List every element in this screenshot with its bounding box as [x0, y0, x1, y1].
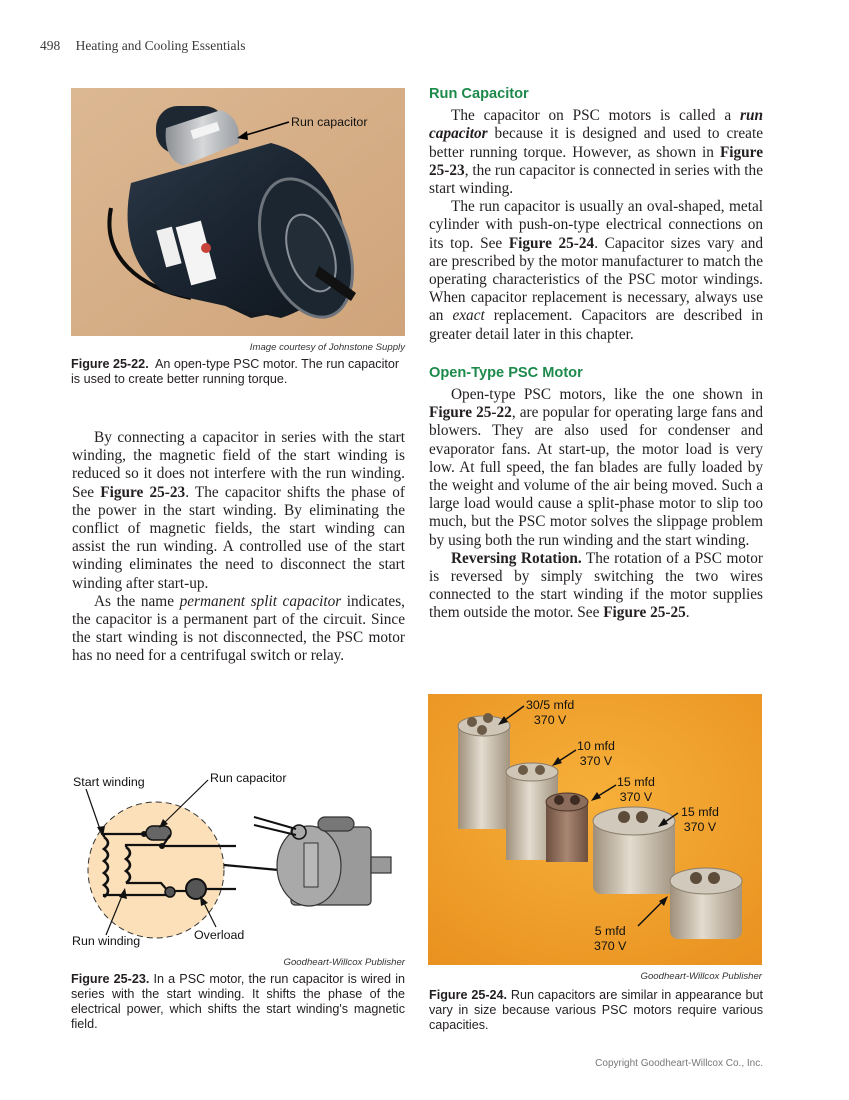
figure-25-24-label: Figure 25-24. [429, 988, 508, 1002]
paragraph: Reversing Rotation. The rotation of a PSC motor is reversed by simply switching the two wires connected to the start winding if the motor supplies them outside the motor. See Figure 25-25. [429, 549, 763, 622]
capacitor-15-mfd-round [546, 793, 588, 862]
figure-25-23-diagram [66, 765, 412, 955]
label-start-winding: Start winding [73, 775, 145, 789]
term: permanent split capacitor [179, 592, 342, 610]
book-title: Heating and Cooling Essentials [75, 38, 246, 53]
emphasis: exact [452, 307, 485, 325]
term: run capacitor [429, 107, 763, 143]
capacitor-30-5-mfd [458, 713, 510, 829]
right-column-text [429, 85, 763, 623]
label-run-capacitor: Run capacitor [210, 771, 287, 785]
figure-25-23-credit: Goodheart-Willcox Publisher [283, 957, 405, 968]
paragraph: The capacitor on PSC motors is called a run capacitor because it is designed and used to create better running torque. However, as shown in Figure 25-23, the run capacitor is connected in series with the start winding. [429, 107, 763, 198]
callout-capacitor-5: 5 mfd 370 V [594, 924, 627, 953]
heading-open-type-psc-motor: Open-Type PSC Motor [429, 364, 583, 381]
callout-capacitor-2: 10 mfd 370 V [577, 739, 615, 768]
callout-capacitor-1: 30/5 mfd 370 V [526, 698, 575, 727]
figure-25-23-caption-text: In a PSC motor, the run capacitor is wired in series with the start winding. It shifts the phase of the electrical power, which shifts the start winding's magnetic field. [71, 972, 405, 1031]
capacitor-5-mfd [670, 868, 742, 939]
figure-reference: Figure 25-23 [100, 483, 186, 501]
heading-run-capacitor: Run Capacitor [429, 86, 529, 102]
figure-reference: Figure 25-24 [508, 234, 595, 252]
paragraph: The run capacitor is usually an oval-shaped, metal cylinder with push-on-type electrical connections on its top. See Figure 25-24. Capacitor sizes vary and are prescribed by the motor manufacturer to match the operating characteristics of the PSC motor windings. When capacitor replacement is necessary, always use an exact replacement. Capacitors are described in greater detail later in this chapter. [429, 198, 764, 343]
psc-wiring-diagram [66, 765, 412, 955]
callout-capacitor-3: 15 mfd 370 V [617, 775, 655, 804]
overload-symbol [186, 879, 206, 899]
figure-25-24-photo [428, 694, 762, 965]
label-run-winding: Run winding [72, 934, 141, 948]
figure-reference: Figure 25-22 [429, 404, 512, 422]
figure-25-24-caption-text: Run capacitors are similar in appearance but vary in size because various PSC motors require various capacities. [429, 988, 763, 1032]
left-column-text [72, 429, 405, 666]
figure-25-23-label: Figure 25-23. [71, 972, 150, 986]
callout-run-capacitor: Run capacitor [291, 115, 368, 129]
paragraph: By connecting a capacitor in series with the start winding, the magnetic field of the start winding is reduced so it does not interfere with the run winding. See Figure 25-23. The capacitor shifts the phase of the power in the start winding. By eliminating the conflict of magnetic fields, the start winding can assist the run winding. A controlled use of the start winding eliminates the need to disconnect the start winding after start-up. [72, 429, 405, 592]
figure-25-22-caption-text: An open-type PSC motor. The run capacitor is used to create better running torque. [71, 357, 400, 386]
page-number: 498 [40, 38, 61, 53]
copyright-footer: Copyright Goodheart-Willcox Co., Inc. [595, 1058, 763, 1069]
figure-25-22-caption [71, 357, 407, 387]
figure-25-22-label: Figure 25-22. [71, 357, 149, 371]
figure-reference: Figure 25-23 [429, 143, 763, 179]
figure-25-22-photo [71, 88, 405, 336]
figure-25-24-caption [429, 988, 763, 1033]
paragraph: As the name permanent split capacitor indicates, the capacitor is a permanent part of the circuit. Since the start winding is not disconnected, the PSC motor has no need for a centrifugal switch or relay. [72, 592, 405, 665]
figure-25-22-credit: Image courtesy of Johnstone Supply [249, 342, 405, 353]
figure-25-23-caption [71, 972, 405, 1032]
running-head [40, 38, 245, 54]
run-in-heading: Reversing Rotation. [451, 549, 582, 567]
motor-shaft [371, 857, 391, 873]
paragraph: Open-type PSC motors, like the one shown in Figure 25-22, are popular for operating large fans and blowers. They are also used for condenser and evaporator fans. At start-up, the motor load is very low. At full speed, the fan blades are fully loaded by the weight and volume of the air being moved. Such a large load would cause a split-phase motor to slip too much, but the PSC motor solves the slippage problem by using both the run winding and the start winding. [429, 386, 763, 549]
figure-25-24-credit: Goodheart-Willcox Publisher [640, 971, 762, 982]
figure-reference: Figure 25-25 [603, 604, 686, 622]
label-overload: Overload [194, 928, 245, 942]
callout-capacitor-4: 15 mfd 370 V [681, 805, 719, 834]
